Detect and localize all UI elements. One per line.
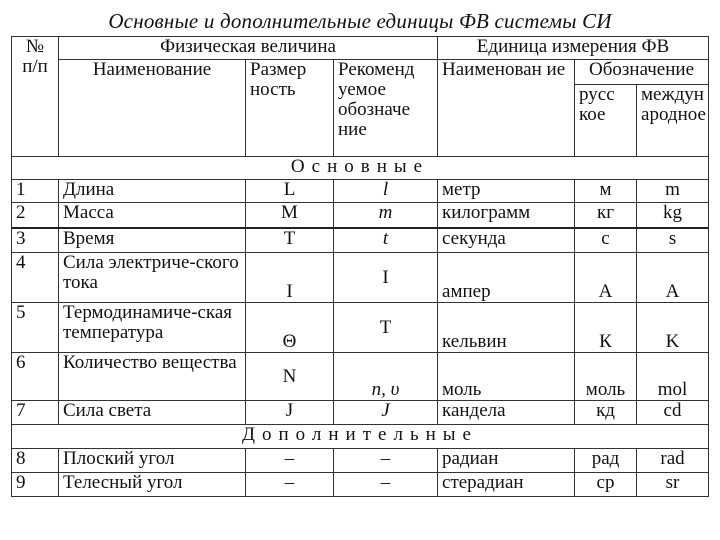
quantity-name: Телесный угол bbox=[59, 473, 246, 497]
row-number: 4 bbox=[12, 253, 59, 303]
row-number: 6 bbox=[12, 353, 59, 401]
header-recommended-symbol: Рекоменд уемое обозначе ние bbox=[334, 60, 438, 157]
dimension: N bbox=[246, 353, 334, 401]
row-number: 8 bbox=[12, 449, 59, 473]
dimension: I bbox=[246, 253, 334, 303]
quantity-name: Сила света bbox=[59, 401, 246, 425]
unit-name: кандела bbox=[438, 401, 575, 425]
table-row bbox=[12, 401, 709, 425]
unit-intl: rad bbox=[637, 449, 709, 473]
section-basic-row bbox=[12, 157, 709, 180]
symbol: l bbox=[334, 180, 438, 203]
page-title: Основные и дополнительные единицы ФВ системы СИ bbox=[108, 9, 612, 33]
section-additional: Дополнительные bbox=[12, 425, 709, 449]
unit-intl: kg bbox=[637, 203, 709, 228]
dimension: Θ bbox=[246, 303, 334, 353]
unit-name: ампер bbox=[438, 253, 575, 303]
unit-name: моль bbox=[438, 353, 575, 401]
table-row bbox=[12, 203, 709, 228]
symbol: – bbox=[334, 449, 438, 473]
unit-name: стерадиан bbox=[438, 473, 575, 497]
dimension: J bbox=[246, 401, 334, 425]
si-units-table bbox=[11, 36, 709, 497]
unit-intl: mol bbox=[637, 353, 709, 401]
header-number bbox=[12, 37, 59, 157]
unit-ru: кд bbox=[575, 401, 637, 425]
quantity-name: Длина bbox=[59, 180, 246, 203]
quantity-name: Время bbox=[59, 228, 246, 253]
unit-intl: s bbox=[637, 228, 709, 253]
row-number: 1 bbox=[12, 180, 59, 203]
header-row-2 bbox=[12, 60, 709, 85]
header-row-1 bbox=[12, 37, 709, 60]
symbol: m bbox=[334, 203, 438, 228]
quantity-name: Термодинамиче-ская температура bbox=[59, 303, 246, 353]
header-designation: Обозначение bbox=[575, 60, 709, 85]
symbol: I bbox=[334, 253, 438, 303]
unit-intl: A bbox=[637, 253, 709, 303]
dimension: M bbox=[246, 203, 334, 228]
header-unit-of-measure: Единица измерения ФВ bbox=[438, 37, 709, 60]
row-number: 2 bbox=[12, 203, 59, 228]
table-row bbox=[12, 353, 709, 401]
header-dimension: Размер ность bbox=[246, 60, 334, 157]
quantity-name: Сила электриче-ского тока bbox=[59, 253, 246, 303]
quantity-name: Масса bbox=[59, 203, 246, 228]
row-number: 5 bbox=[12, 303, 59, 353]
dimension: T bbox=[246, 228, 334, 253]
symbol: J bbox=[334, 401, 438, 425]
unit-ru: моль bbox=[575, 353, 637, 401]
table-row bbox=[12, 303, 709, 353]
table-row bbox=[12, 449, 709, 473]
unit-name: радиан bbox=[438, 449, 575, 473]
unit-intl: m bbox=[637, 180, 709, 203]
header-number-symbol: № bbox=[25, 36, 45, 57]
header-phys-quantity: Физическая величина bbox=[59, 37, 438, 60]
dimension: – bbox=[246, 449, 334, 473]
unit-name: секунда bbox=[438, 228, 575, 253]
unit-ru: с bbox=[575, 228, 637, 253]
section-basic: Основные bbox=[12, 157, 709, 180]
table-row bbox=[12, 228, 709, 253]
symbol: Т bbox=[334, 303, 438, 353]
header-name: Наименование bbox=[59, 60, 246, 157]
header-international: междун ародное bbox=[637, 85, 709, 157]
unit-ru: ср bbox=[575, 473, 637, 497]
symbol: n, υ bbox=[334, 353, 438, 401]
unit-ru: м bbox=[575, 180, 637, 203]
header-number-abbr: п/п bbox=[22, 56, 48, 77]
unit-name: килограмм bbox=[438, 203, 575, 228]
header-russian: русс кое bbox=[575, 85, 637, 157]
dimension: L bbox=[246, 180, 334, 203]
unit-ru: К bbox=[575, 303, 637, 353]
unit-name: метр bbox=[438, 180, 575, 203]
symbol: t bbox=[334, 228, 438, 253]
table-row bbox=[12, 253, 709, 303]
dimension: – bbox=[246, 473, 334, 497]
table-row bbox=[12, 473, 709, 497]
unit-name: кельвин bbox=[438, 303, 575, 353]
row-number: 7 bbox=[12, 401, 59, 425]
symbol: – bbox=[334, 473, 438, 497]
section-additional-row bbox=[12, 425, 709, 449]
header-unit-name: Наименован ие bbox=[438, 60, 575, 157]
quantity-name: Плоский угол bbox=[59, 449, 246, 473]
unit-intl: sr bbox=[637, 473, 709, 497]
table-row bbox=[12, 180, 709, 203]
unit-ru: рад bbox=[575, 449, 637, 473]
unit-ru: А bbox=[575, 253, 637, 303]
unit-intl: K bbox=[637, 303, 709, 353]
unit-intl: cd bbox=[637, 401, 709, 425]
row-number: 3 bbox=[12, 228, 59, 253]
row-number: 9 bbox=[12, 473, 59, 497]
quantity-name: Количество вещества bbox=[59, 353, 246, 401]
unit-ru: кг bbox=[575, 203, 637, 228]
